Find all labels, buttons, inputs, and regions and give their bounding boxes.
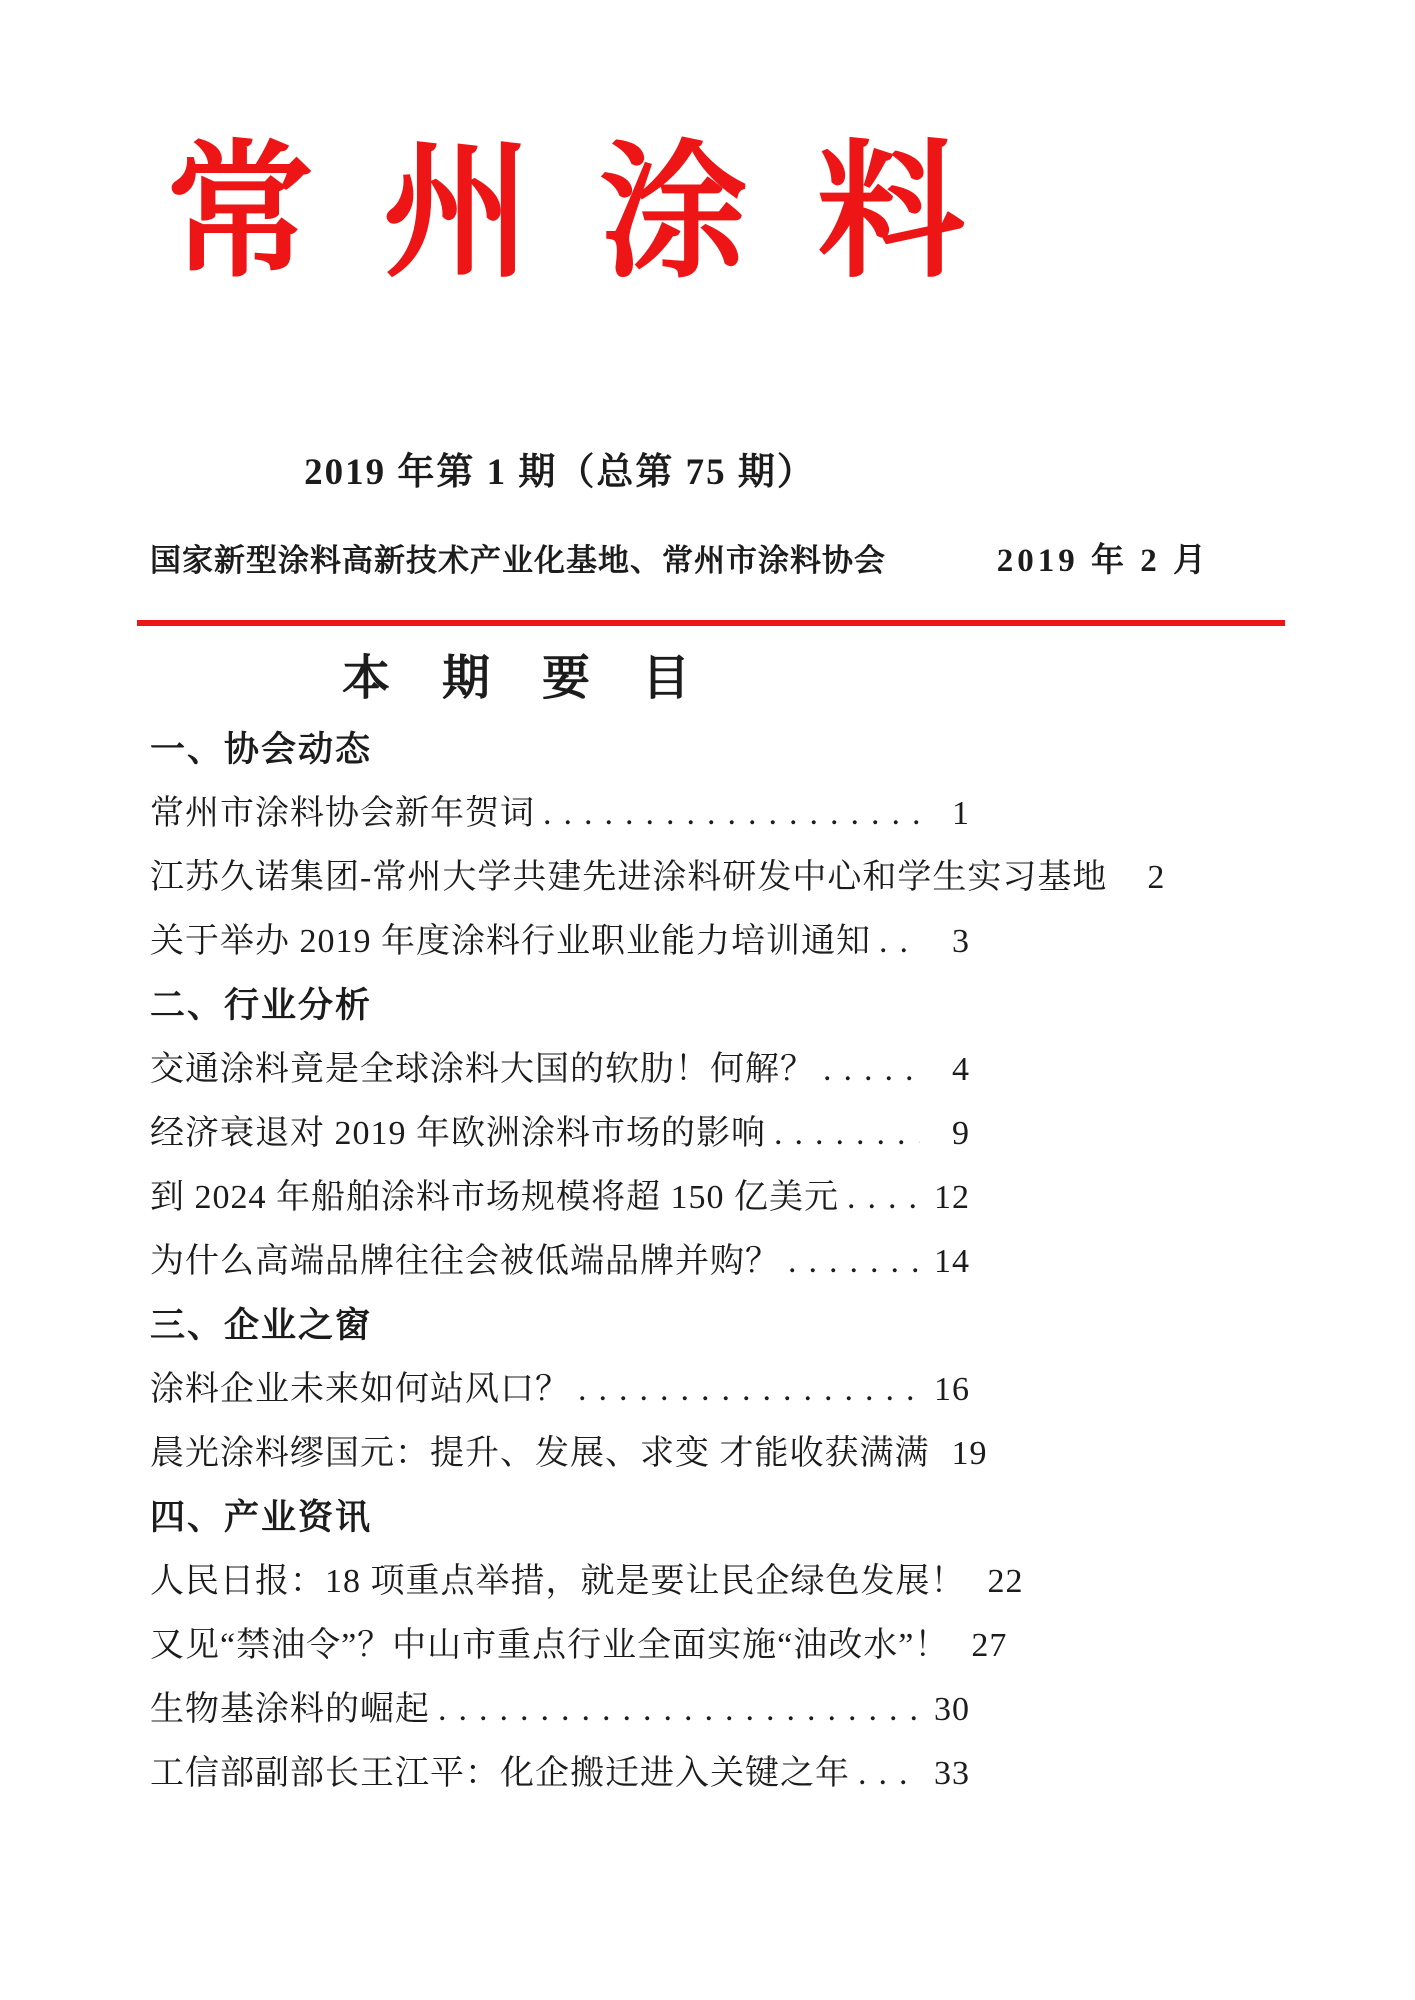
- publisher-name: 国家新型涂料高新技术产业化基地、常州市涂料协会: [150, 543, 886, 578]
- toc-page-number: 1: [952, 795, 970, 832]
- toc-page-number: 27: [971, 1627, 1008, 1664]
- toc-entry-title: 关于举办 2019 年度涂料行业职业能力培训通知: [150, 923, 871, 960]
- toc-entry-title: 交通涂料竟是全球涂料大国的软肋！何解？: [150, 1051, 815, 1088]
- toc-entry: [150, 1230, 970, 1294]
- toc-page-number: 2: [1147, 859, 1166, 896]
- toc-entry: [150, 1102, 970, 1166]
- toc-section-label: 一、协会动态: [150, 730, 373, 769]
- toc-entry-title: 人民日报：18 项重点举措，就是要让民企绿色发展！: [150, 1563, 966, 1600]
- red-divider: [137, 620, 1285, 626]
- table-of-contents: [150, 718, 1166, 1806]
- toc-page-number: 16: [934, 1371, 970, 1408]
- toc-page-number: 33: [934, 1755, 970, 1792]
- toc-entry: [150, 1678, 970, 1742]
- toc-page-number: 3: [952, 923, 970, 960]
- toc-heading: 本 期 要 目: [341, 652, 710, 705]
- toc-entry-title: 工信部副部长王江平：化企搬迁进入关键之年: [150, 1755, 850, 1792]
- toc-section-label: 三、企业之窗: [150, 1306, 373, 1345]
- toc-section-label: 二、行业分析: [150, 986, 373, 1025]
- toc-entry: [150, 1422, 988, 1486]
- toc-page-number: 12: [934, 1179, 970, 1216]
- toc-entry-title: 到 2024 年船舶涂料市场规模将超 150 亿美元: [150, 1179, 839, 1216]
- dot-leader: [823, 1038, 920, 1102]
- toc-entry-title: 为什么高端品牌往往会被低端品牌并购？: [150, 1243, 780, 1280]
- toc-entry: [150, 910, 970, 974]
- toc-page-number: 19: [951, 1435, 988, 1472]
- toc-entry: [150, 1742, 970, 1806]
- toc-entry: [150, 782, 970, 846]
- toc-entry: [150, 1166, 970, 1230]
- toc-entry: [150, 1358, 970, 1422]
- toc-entry-title: 经济衰退对 2019 年欧洲涂料市场的影响: [150, 1115, 766, 1152]
- toc-entry-title: 又见“禁油令”？中山市重点行业全面实施“油改水”！: [150, 1627, 950, 1664]
- toc-entry-title: 晨光涂料缪国元：提升、发展、求变 才能收获满满: [150, 1435, 930, 1472]
- publisher-row: [150, 538, 1285, 584]
- toc-entry-title: 生物基涂料的崛起: [150, 1691, 430, 1728]
- dot-leader: [438, 1678, 920, 1742]
- toc-entry: [150, 1550, 1024, 1614]
- toc-section-label: 四、产业资讯: [150, 1498, 373, 1537]
- toc-entry-title: 江苏久诺集团-常州大学共建先进涂料研发中心和学生实习基地: [150, 859, 1108, 896]
- toc-entry-title: 涂料企业未来如何站风口？: [150, 1371, 570, 1408]
- issue-line: 2019 年第 1 期（总第 75 期）: [304, 452, 816, 493]
- dot-leader: [578, 1358, 920, 1422]
- toc-page-number: 4: [952, 1051, 970, 1088]
- dot-leader: [788, 1230, 920, 1294]
- toc-entry: [150, 1038, 970, 1102]
- toc-page-number: 22: [987, 1563, 1024, 1600]
- dot-leader: [879, 910, 920, 974]
- dot-leader: [847, 1166, 920, 1230]
- toc-entry: [150, 846, 1166, 910]
- dot-leader: [543, 782, 920, 846]
- dot-leader: [774, 1102, 920, 1166]
- toc-entry: [150, 1614, 1008, 1678]
- dot-leader: [858, 1742, 920, 1806]
- toc-entry-title: 常州市涂料协会新年贺词: [150, 795, 535, 832]
- toc-page-number: 30: [934, 1691, 970, 1728]
- toc-page-number: 14: [934, 1243, 970, 1280]
- publication-date: 2019 年 2 月: [996, 543, 1210, 579]
- toc-page-number: 9: [952, 1115, 970, 1152]
- publication-title: 常 州 涂 料: [166, 132, 981, 296]
